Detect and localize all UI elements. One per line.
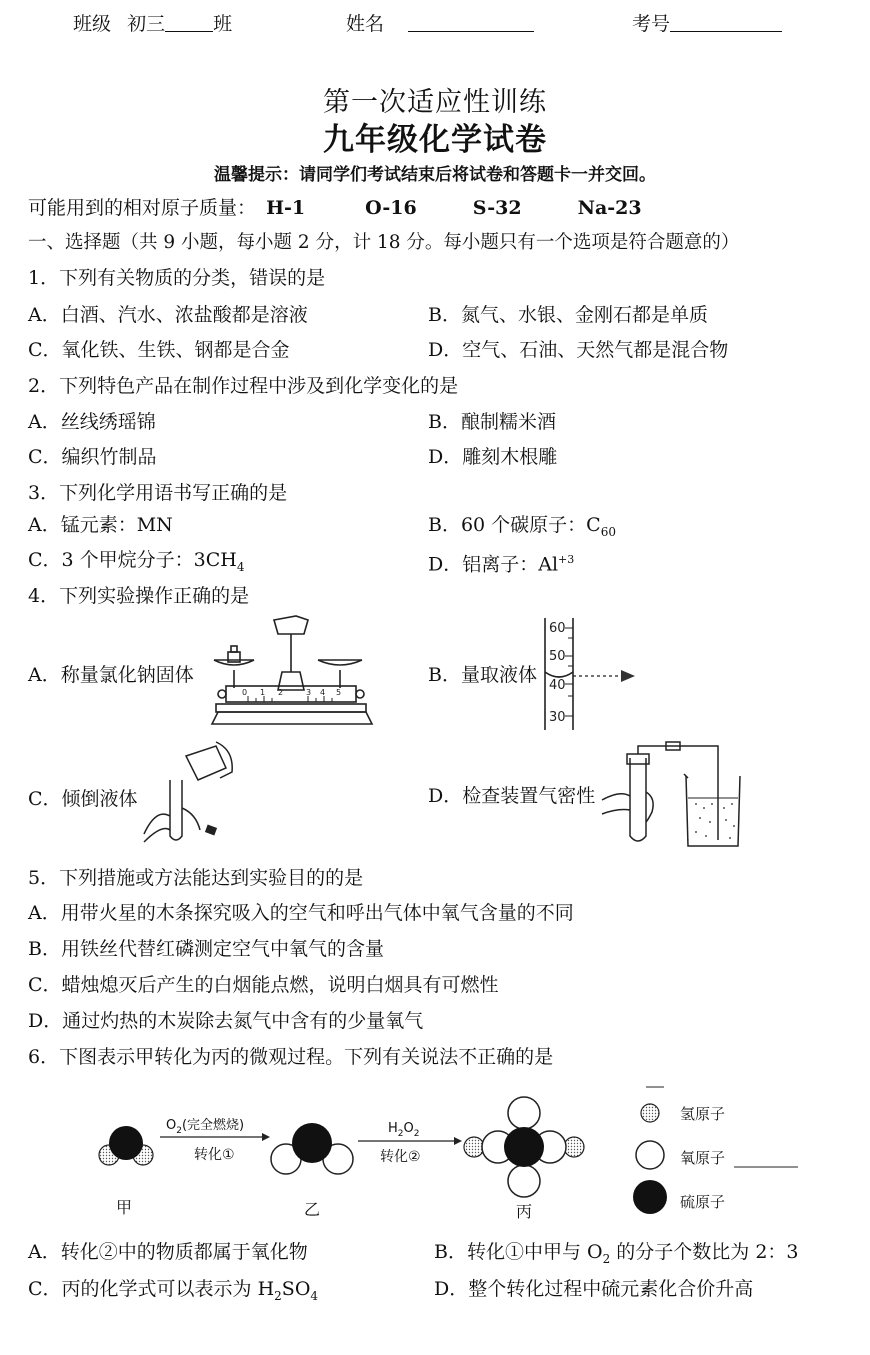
q3-option-c-sub: 4 xyxy=(236,559,245,574)
atomic-mass-o: O-16 xyxy=(365,197,417,219)
q5-option-b[interactable]: B．用铁丝代替红磷测定空气中氧气的含量 xyxy=(28,938,384,960)
atomic-mass-s: S-32 xyxy=(472,197,522,219)
q3-stem: 3．下列化学用语书写正确的是 xyxy=(28,482,288,504)
pouring-liquid-figure xyxy=(140,738,240,844)
q5-option-c[interactable]: C．蜡烛熄灭后产生的白烟能点燃，说明白烟具有可燃性 xyxy=(28,974,499,996)
q2-option-c[interactable]: C．编织竹制品 xyxy=(28,446,157,468)
exam-no-field xyxy=(632,12,782,36)
class-value: 初三 xyxy=(127,13,166,35)
molecule-bing xyxy=(464,1097,584,1197)
atomic-mass-na: Na-23 xyxy=(577,197,642,219)
ruler-tick-2: 2 xyxy=(278,688,284,697)
q3-option-c-text: C．3 个甲烷分子：3CH xyxy=(28,549,237,571)
q5-option-a[interactable]: A．用带火星的木条探究吸入的空气和呼出气体中氧气含量的不同 xyxy=(28,902,574,924)
ruler-tick-0: 0 xyxy=(242,688,248,697)
name-label: 姓名 xyxy=(346,13,385,35)
arrow-2-label: 转化② xyxy=(380,1149,421,1165)
q1-stem: 1．下列有关物质的分类，错误的是 xyxy=(28,267,326,289)
q6-option-c-text: C．丙的化学式可以表示为 H xyxy=(28,1278,275,1300)
svg-text:H2O2: $H_2O_2$ xyxy=(388,1121,420,1139)
name-blank[interactable] xyxy=(408,13,534,32)
arrow-1-label: 转化① xyxy=(194,1147,235,1163)
class-suffix: 班 xyxy=(213,13,233,35)
q3-option-d[interactable] xyxy=(428,548,574,576)
molecular-process-diagram xyxy=(90,1085,830,1225)
cylinder-tick-50: 50 xyxy=(549,649,566,664)
exam-no-blank[interactable] xyxy=(670,13,782,32)
class-blank[interactable] xyxy=(165,13,213,32)
q6-stem: 6．下图表示甲转化为丙的微观过程。下列有关说法不正确的是 xyxy=(28,1046,554,1068)
q6-option-b[interactable] xyxy=(434,1240,799,1271)
q6-option-a[interactable]: A．转化②中的物质都属于氧化物 xyxy=(28,1241,308,1263)
q5-option-d[interactable]: D．通过灼热的木炭除去氮气中含有的少量氧气 xyxy=(28,1010,424,1032)
legend-oxygen: 氧原子 xyxy=(680,1149,726,1167)
q6-option-b-rest: 的分子个数比为 2：3 xyxy=(610,1241,799,1263)
q4-option-c[interactable]: C．倾倒液体 xyxy=(28,788,138,810)
q1-option-c[interactable]: C．氧化铁、生铁、钢都是合金 xyxy=(28,339,290,361)
q4-option-b[interactable]: B．量取液体 xyxy=(428,664,537,686)
title-sub: 九年级化学试卷 xyxy=(323,122,547,158)
q6-option-c-sub1: 2 xyxy=(274,1288,282,1303)
label-yi: 乙 xyxy=(304,1200,321,1219)
tip: 温馨提示：请同学们考试结束后将试卷和答题卡一并交回。 xyxy=(214,165,656,185)
q6-option-d[interactable]: D．整个转化过程中硫元素化合价升高 xyxy=(434,1278,754,1300)
svg-text:O2(完全燃烧): $O_2$(完全燃烧) xyxy=(166,1118,245,1136)
cylinder-tick-30: 30 xyxy=(549,710,566,725)
q3-option-c[interactable] xyxy=(28,548,245,579)
q3-option-b[interactable] xyxy=(428,513,616,544)
legend xyxy=(633,1087,798,1214)
q6-option-b-text: B．转化①中甲与 O xyxy=(434,1241,603,1263)
q2-option-d[interactable]: D．雕刻木根雕 xyxy=(428,446,558,468)
q6-option-b-sub: 2 xyxy=(602,1251,611,1266)
cylinder-tick-40: 40 xyxy=(549,678,566,693)
q3-option-a[interactable]: A．锰元素：MN xyxy=(28,514,173,536)
q1-option-a[interactable]: A．白酒、汽水、浓盐酸都是溶液 xyxy=(28,304,308,326)
name-field xyxy=(346,12,534,36)
label-jia: 甲 xyxy=(116,1198,133,1217)
ruler-tick-4: 4 xyxy=(320,688,326,697)
class-field xyxy=(73,12,232,36)
q3-option-d-text: D．铝离子：Al xyxy=(428,553,559,576)
label-bing: 丙 xyxy=(516,1202,533,1221)
atomic-mass-line xyxy=(28,196,642,220)
title-main: 第一次适应性训练 xyxy=(323,87,547,118)
atomic-mass-label: 可能用到的相对原子质量： xyxy=(28,197,257,219)
q6-option-c[interactable] xyxy=(28,1277,318,1308)
q5-stem: 5．下列措施或方法能达到实验目的的是 xyxy=(28,867,364,889)
cylinder-tick-60: 60 xyxy=(549,621,566,636)
q4-option-d[interactable]: D．检查装置气密性 xyxy=(428,785,596,807)
ruler-tick-3: 3 xyxy=(306,688,312,697)
q2-option-b[interactable]: B．酿制糯米酒 xyxy=(428,411,556,433)
balance-figure xyxy=(208,612,376,732)
q3-option-b-text: B．60 个碳原子：C xyxy=(428,514,601,536)
section-1-heading: 一、选择题（共 9 小题，每小题 2 分，计 18 分。每小题只有一个选项是符合题意的） xyxy=(28,232,740,253)
class-label: 班级 xyxy=(73,13,112,35)
q1-option-d[interactable]: D．空气、石油、天然气都是混合物 xyxy=(428,339,729,361)
arrow-conversion-2 xyxy=(358,1121,462,1165)
ruler-tick-5: 5 xyxy=(336,688,342,697)
q1-option-b[interactable]: B．氮气、水银、金刚石都是单质 xyxy=(428,304,708,326)
q6-option-c-sub2: 4 xyxy=(310,1288,319,1303)
arrow-conversion-1 xyxy=(160,1117,270,1163)
q2-stem: 2．下列特色产品在制作过程中涉及到化学变化的是 xyxy=(28,375,459,397)
exam-no-label: 考号 xyxy=(632,13,671,35)
graduated-cylinder-figure xyxy=(535,612,645,734)
q3-option-b-sub: 60 xyxy=(600,524,616,539)
atomic-mass-h: H-1 xyxy=(266,197,306,219)
q4-stem: 4．下列实验操作正确的是 xyxy=(28,585,250,607)
q4-option-a[interactable]: A．称量氯化钠固体 xyxy=(28,664,194,686)
molecule-jia xyxy=(99,1126,153,1165)
molecule-yi xyxy=(271,1123,353,1174)
q2-option-a[interactable]: A．丝线绣瑶锦 xyxy=(28,411,156,433)
q3-option-d-sup: +3 xyxy=(558,553,575,566)
airtightness-figure xyxy=(600,740,750,852)
ruler-tick-1: 1 xyxy=(260,688,266,697)
eye-icon xyxy=(621,670,635,682)
legend-sulfur: 硫原子 xyxy=(680,1193,726,1211)
legend-hydrogen: 氢原子 xyxy=(680,1105,726,1123)
q6-option-c-mid: SO xyxy=(281,1278,311,1300)
